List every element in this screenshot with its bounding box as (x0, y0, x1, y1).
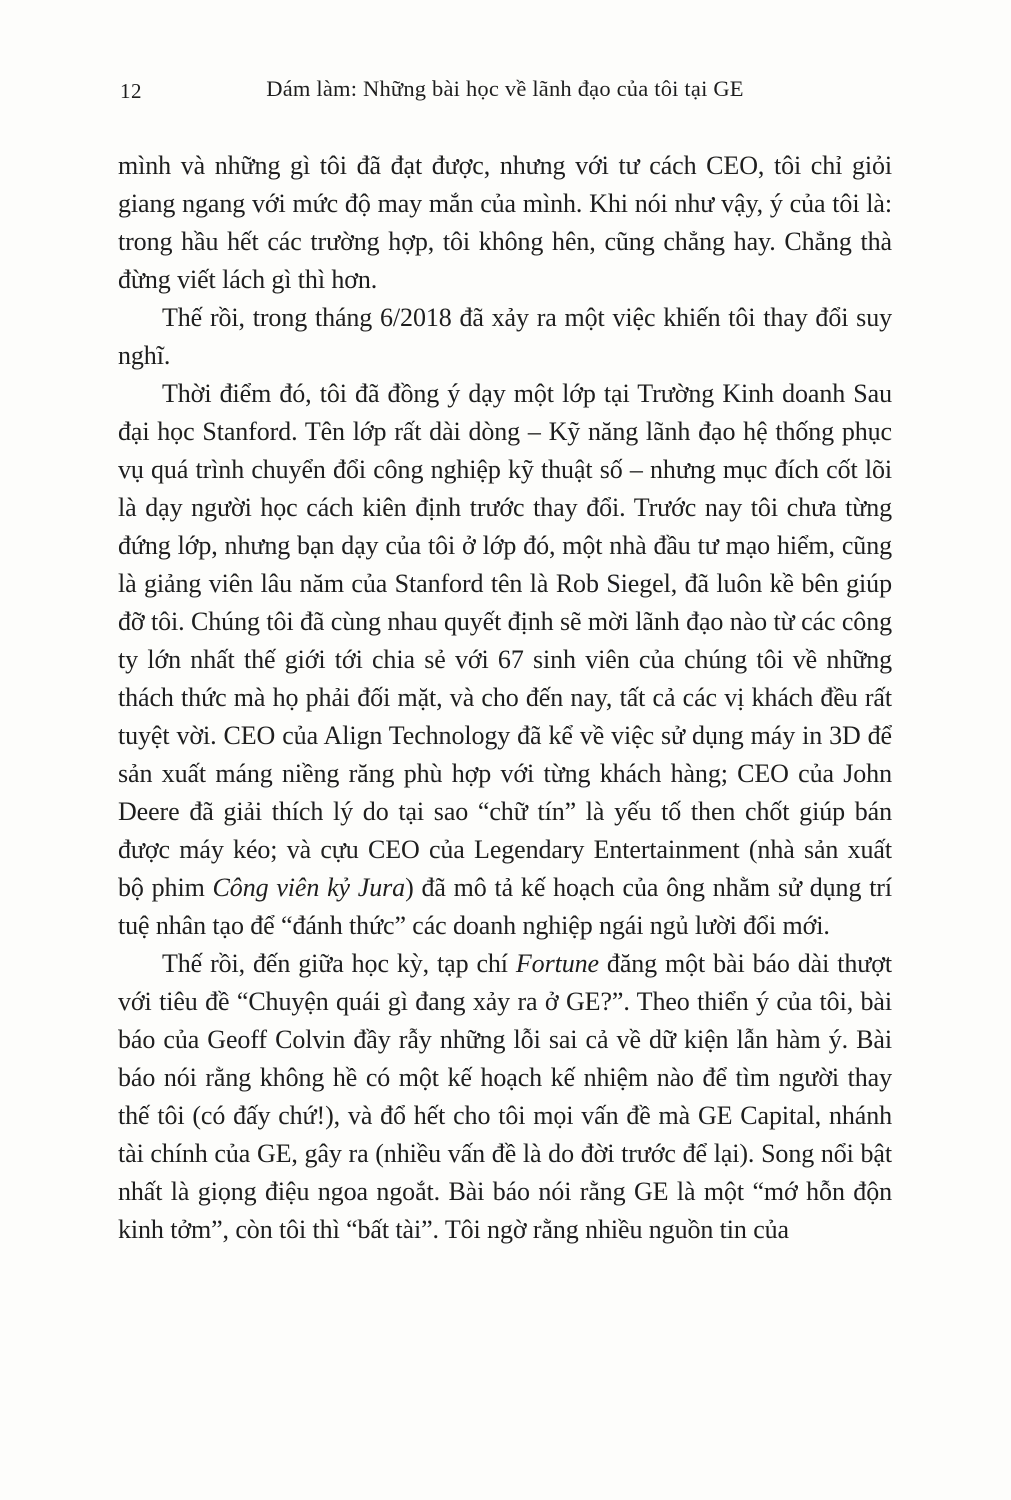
text-run: ) đã mô tả kế hoạch của ông nhằm sử dụng trí tuệ nhân tạo để “đánh thức” các doanh nghiệp ngái ngủ lười đổi mới. (118, 873, 892, 940)
text-run: mình và những gì tôi đã đạt được, nhưng với tư cách CEO, tôi chỉ giỏi giang ngang với mức độ may mắn của mình. Khi nói như vậy, ý của tôi là: trong hầu hết các trường hợp, tôi không hên, cũng chẳng hay. Chẳng thà đừng viết lách gì thì hơn. (118, 151, 892, 294)
italic-text-run: Fortune (515, 949, 599, 978)
italic-text-run: Công viên kỷ Jura (212, 873, 406, 902)
text-run: Thời điểm đó, tôi đã đồng ý dạy một lớp tại Trường Kinh doanh Sau đại học Stanford. Tên lớp rất dài dòng – Kỹ năng lãnh đạo hệ thống phục vụ quá trình chuyển đổi công nghiệp kỹ thuật số – nhưng mục đích cốt lõi là dạy người học cách kiên định trước thay đổi. Trước nay tôi chưa từng đứng lớp, nhưng bạn dạy của tôi ở lớp đó, một nhà đầu tư mạo hiểm, cũng là giảng viên lâu năm của Stanford tên là Rob Siegel, đã luôn kề bên giúp đỡ tôi. Chúng tôi đã cùng nhau quyết định sẽ mời lãnh đạo nào từ các công ty lớn nhất thế giới tới chia sẻ với 67 sinh viên của chúng tôi về những thách thức mà họ phải đối mặt, và cho đến nay, tất cả các vị khách đều rất tuyệt vời. CEO của Align Technology đã kể về việc sử dụng máy in 3D để sản xuất máng niềng răng phù hợp với từng khách hàng; CEO của John Deere đã giải thích lý do tại sao “chữ tín” là yếu tố then chốt giúp bán được máy kéo; và cựu CEO của Legendary Entertainment (nhà sản xuất bộ phim (118, 379, 892, 902)
paragraph (118, 147, 892, 299)
page-number: 12 (120, 79, 142, 103)
paragraph (118, 375, 892, 945)
paragraph (118, 299, 892, 375)
text-run: đăng một bài báo dài thượt với tiêu đề “Chuyện quái gì đang xảy ra ở GE?”. Theo thiển ý của tôi, bài báo của Geoff Colvin đầy rẫy những lỗi sai cả về dữ kiện lẫn hàm ý. Bài báo nói rằng không hề có một kế hoạch kế nhiệm nào để tìm người thay thế tôi (có đấy chứ!), và đổ hết cho tôi mọi vấn đề mà GE Capital, nhánh tài chính của GE, gây ra (nhiều vấn đề là do đời trước để lại). Song nổi bật nhất là giọng điệu ngoa ngoắt. Bài báo nói rằng GE là một “mớ hỗn độn kinh tởm”, còn tôi thì “bất tài”. Tôi ngờ rằng nhiều nguồn tin của (118, 949, 892, 1244)
paragraph (118, 945, 892, 1249)
text-run: Thế rồi, đến giữa học kỳ, tạp chí (162, 949, 516, 978)
text-run: Thế rồi, trong tháng 6/2018 đã xảy ra một việc khiến tôi thay đổi suy nghĩ. (118, 303, 892, 370)
page-body (118, 147, 892, 1249)
page-header (118, 76, 892, 104)
running-head-title: Dám làm: Những bài học về lãnh đạo của tôi tại GE (266, 76, 744, 101)
